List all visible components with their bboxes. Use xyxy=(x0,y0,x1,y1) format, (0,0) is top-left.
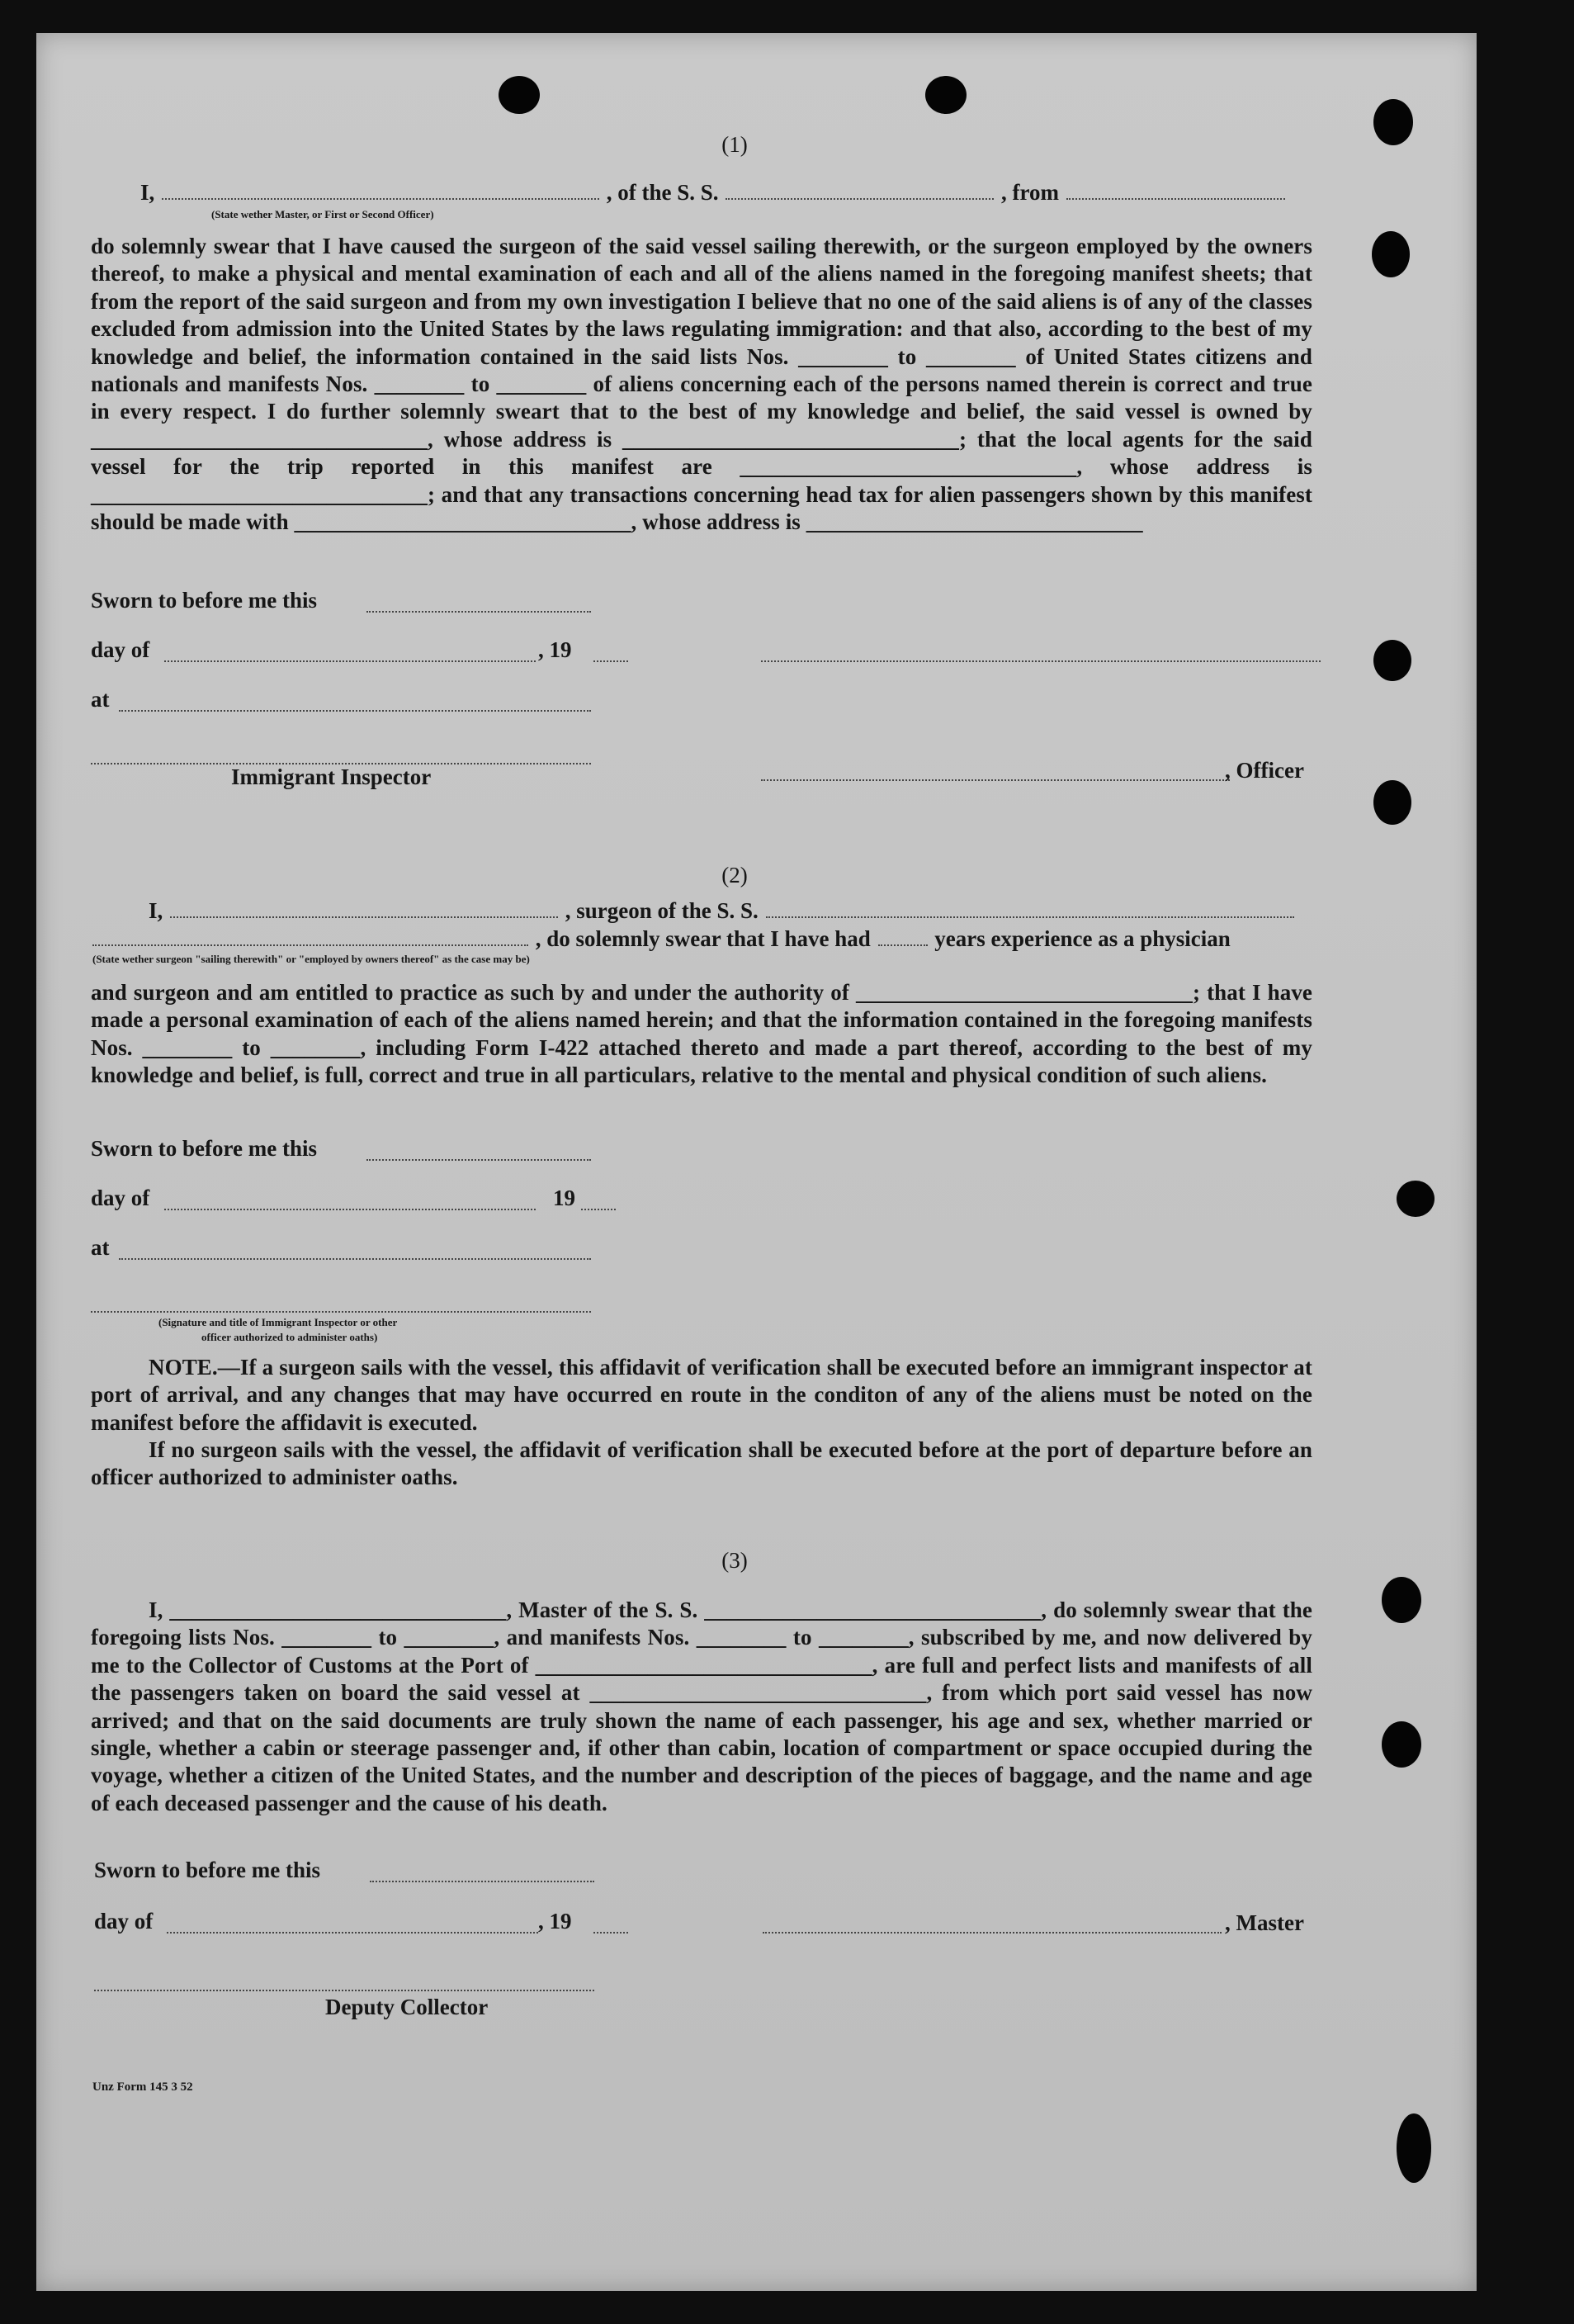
section-2-body: and surgeon and am entitled to practice as such by and under the authority of ______________________________; that I have made a personal examination of each of the aliens named herein; and that the information contained in the foregoing manifests Nos. ________ to ________, including Form I-422 attached thereto and made a part thereof, according to the best of my knowledge and belief, is full, correct and true in all particulars, relative to the mental and physical condition of such aliens. xyxy=(91,980,1312,1088)
inspector-signature-line[interactable] xyxy=(91,1311,591,1313)
section-2-number: (2) xyxy=(721,863,748,887)
surgeon-name-field[interactable] xyxy=(170,900,558,918)
signature-hint-1: (Signature and title of Immigrant Inspector or other xyxy=(158,1316,398,1328)
swear-label: , do solemnly swear that I have had xyxy=(535,926,871,951)
year-label: 19 xyxy=(553,1186,575,1210)
officer-name-field[interactable] xyxy=(162,182,599,200)
years-label: years experience as a physician xyxy=(934,926,1231,951)
section-2-header xyxy=(149,898,1296,924)
year-field[interactable] xyxy=(593,1932,628,1934)
year-label: , 19 xyxy=(538,1909,572,1934)
years-field[interactable] xyxy=(878,928,928,946)
of-ss-label: , of the S. S. xyxy=(606,180,719,205)
from-label: , from xyxy=(1001,180,1060,205)
year-field[interactable] xyxy=(581,1209,616,1210)
sworn-label: Sworn to before me this xyxy=(91,588,317,613)
sworn-date-field[interactable] xyxy=(366,1159,591,1161)
punch-hole xyxy=(1397,2113,1431,2183)
punch-hole xyxy=(1397,1181,1435,1217)
punch-hole xyxy=(1373,99,1413,145)
at-place-field[interactable] xyxy=(119,710,591,712)
day-of-label: day of xyxy=(91,1186,150,1210)
inspector-label: Immigrant Inspector xyxy=(231,764,432,789)
section-3-number: (3) xyxy=(721,1548,748,1573)
from-port-field[interactable] xyxy=(1066,182,1285,200)
day-of-field[interactable] xyxy=(164,660,536,662)
master-label: , Master xyxy=(1225,1910,1304,1935)
punch-hole xyxy=(1373,640,1411,681)
officer-signature-line[interactable] xyxy=(761,660,1321,662)
section-3-body: I, ______________________________, Master of the S. S. ______________________________, do solemnly swear that the foregoing lists Nos. ________ to ________, and manifests Nos. ________ to ________, subscribed by me, and now delivered by me to the Collector of Customs at the Port of ______________________________, are full and perfect lists and manifests of all the passengers taken on board the said vessel at ______________________________, from which port said vessel has now arrived; and that on the said documents are truly shown the name of each passenger, his age and sex, whether married or single, whether a cabin or steerage passenger and, if other than cabin, location of compartment or space occupied during the voyage, whether a citizen of the United States, and the number and description of the pieces of baggage, and the name and age of each deceased passenger and the cause of his death. xyxy=(91,1597,1312,1815)
sworn-date-field[interactable] xyxy=(366,611,591,613)
punch-hole xyxy=(499,76,540,114)
intro-i: I, xyxy=(149,898,163,923)
at-label: at xyxy=(91,687,110,712)
form-page xyxy=(36,33,1477,2291)
signature-hint-2: officer authorized to administer oaths) xyxy=(201,1331,378,1343)
punch-hole xyxy=(925,76,967,114)
sworn-label: Sworn to before me this xyxy=(91,1136,317,1161)
collector-signature-line[interactable] xyxy=(94,1990,594,1991)
day-of-field[interactable] xyxy=(167,1932,538,1934)
at-place-field[interactable] xyxy=(119,1258,591,1260)
year-label: , 19 xyxy=(538,637,572,662)
surgeon-type-hint: (State wether surgeon "sailing therewith" or "employed by owners thereof" as the case may be) xyxy=(92,953,530,965)
section-2-swear-line xyxy=(91,926,1231,952)
section-1-number: (1) xyxy=(721,132,748,157)
note-paragraph-2: If no surgeon sails with the vessel, the affidavit of verification shall be executed before at the port of departure before an officer authorized to administer oaths. xyxy=(91,1437,1312,1490)
officer-name-line[interactable] xyxy=(761,779,1230,781)
day-of-field[interactable] xyxy=(164,1209,536,1210)
section-1-body: do solemnly swear that I have caused the surgeon of the said vessel sailing therewith, or the surgeon employed by the owners thereof, to make a physical and mental examination of each and all of the aliens named in the foregoing manifest sheets; that from the report of the said surgeon and from my own investigation I believe that no one of the said aliens is of any of the classes excluded from admission into the United States by the laws regulating immigration: and that also, according to the best of my knowledge and belief, the information contained in the said lists Nos. ________ to ________ of United States citizens and nationals and manifests Nos. ________ to ________ of aliens concerning each of the persons named therein is correct and true in every respect. I do further solemnly sweart that to the best of my knowledge and belief, the said vessel is owned by ______________________________, whose address is ______________________________; that the local agents for the said vessel for the trip reported in this manifest are ______________________________, whose address is ______________________________; and that any transactions concerning head tax for alien passengers shown by this manifest should be made with ______________________________, whose address is ______________________________ xyxy=(91,234,1312,535)
vessel-name-field[interactable] xyxy=(766,900,1294,918)
day-of-label: day of xyxy=(91,637,150,662)
year-field[interactable] xyxy=(593,660,628,662)
surgeon-type-field[interactable] xyxy=(92,928,528,946)
collector-label: Deputy Collector xyxy=(325,1995,489,2019)
intro-i: I, xyxy=(140,180,155,205)
form-id: Unz Form 145 3 52 xyxy=(92,2080,193,2094)
day-of-label: day of xyxy=(94,1909,154,1934)
role-hint: (State wether Master, or First or Second Officer) xyxy=(211,208,434,220)
at-label: at xyxy=(91,1235,110,1260)
note-paragraph-1: NOTE.—If a surgeon sails with the vessel, this affidavit of verification shall be executed before an immigrant inspector at port of arrival, and any changes that may have occurred en route in the conditon of any of the aliens must be noted on the manifest before the affidavit is executed. xyxy=(91,1355,1312,1435)
section-1-header xyxy=(140,180,1287,206)
sworn-date-field[interactable] xyxy=(370,1881,594,1882)
punch-hole xyxy=(1372,231,1410,277)
officer-label: , Officer xyxy=(1225,758,1304,783)
vessel-name-field[interactable] xyxy=(726,182,994,200)
master-signature-line[interactable] xyxy=(763,1932,1222,1934)
punch-hole xyxy=(1382,1577,1421,1623)
sworn-label: Sworn to before me this xyxy=(94,1858,320,1882)
punch-hole xyxy=(1373,780,1411,825)
surgeon-of-label: , surgeon of the S. S. xyxy=(565,898,759,923)
punch-hole xyxy=(1382,1721,1421,1768)
